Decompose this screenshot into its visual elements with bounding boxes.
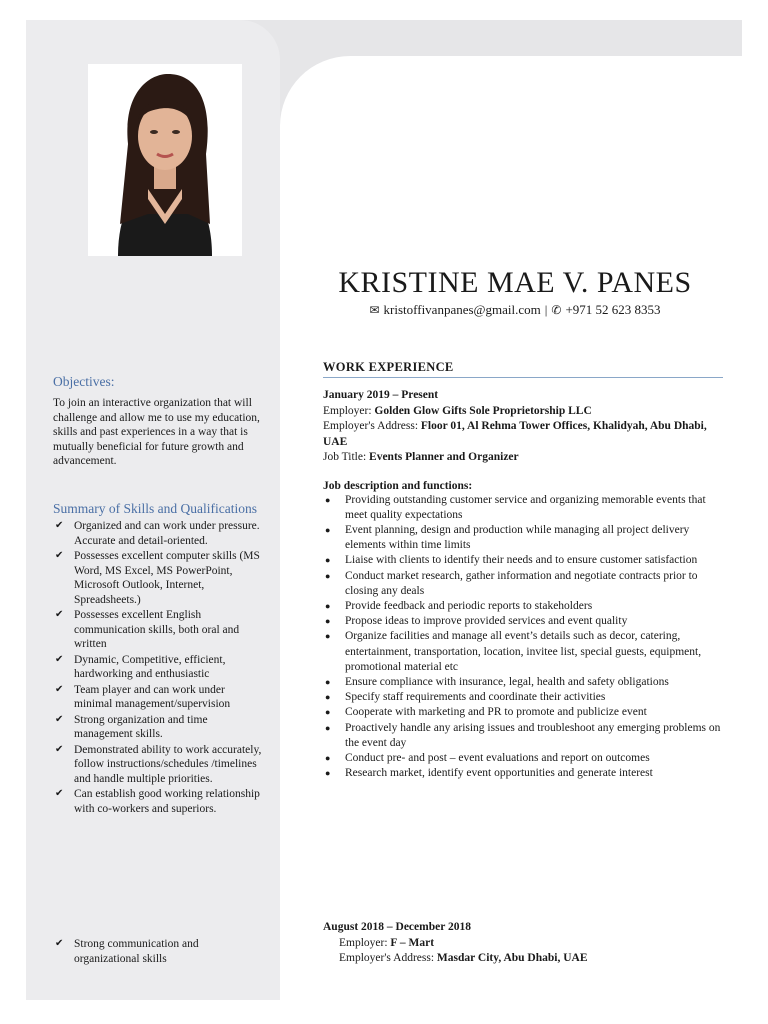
employer-value: Golden Glow Gifts Sole Proprietorship LLC xyxy=(374,404,592,417)
objectives-section xyxy=(53,374,265,469)
bullet-icon: ● xyxy=(325,768,331,779)
envelope-icon: ✉ xyxy=(369,302,380,317)
job2-employer xyxy=(323,936,723,952)
email-text: kristoffivanpanes@gmail.com xyxy=(383,302,541,317)
skill-text: Can establish good working relationship with co-workers and superiors. xyxy=(74,788,260,815)
skill-text: Demonstrated ability to work accurately, follow instructions/schedules /timelines and handle multiple priorities. xyxy=(74,743,262,785)
address-label: Employer's Address: xyxy=(323,420,421,432)
checkmark-icon: ✔ xyxy=(55,938,64,949)
skill-text: Possesses excellent English communication skills, both oral and written xyxy=(74,609,240,650)
skill-item xyxy=(53,743,265,787)
duty-item xyxy=(323,751,723,766)
checkmark-icon: ✔ xyxy=(55,713,64,725)
duty-text: Specify staff requirements and coordinate their activities xyxy=(345,691,606,704)
duty-text: Ensure compliance with insurance, legal, health and safety obligations xyxy=(345,675,669,688)
duty-text: Conduct market research, gather information and negotiate contracts prior to closing any deals xyxy=(345,569,698,597)
work-experience-section xyxy=(323,360,723,781)
profile-photo xyxy=(88,64,242,256)
employer-value: F – Mart xyxy=(390,936,435,949)
bullet-icon: ● xyxy=(325,631,331,642)
bullet-icon: ● xyxy=(325,570,331,581)
address-label: Employer's Address: xyxy=(339,952,437,964)
objectives-text: To join an interactive organization that will challenge and allow me to use my education, skills and past experiences in a way that is mutually beneficial for future growth and advancement. xyxy=(53,397,260,467)
employer-label: Employer: xyxy=(339,936,391,949)
duty-item xyxy=(323,629,723,675)
work-experience-heading: WORK EXPERIENCE xyxy=(323,360,723,378)
checkmark-icon: ✔ xyxy=(55,653,64,665)
skill-text: Possesses excellent computer skills (MS Word, MS Excel, MS PowerPoint, Microsoft Outlook, Internet, Spreadsheets.) xyxy=(74,550,260,606)
checkmark-icon: ✔ xyxy=(55,609,64,620)
skills-extra-section xyxy=(53,937,265,967)
candidate-name: KRISTINE MAE V. PANES xyxy=(338,266,692,299)
duty-text: Liaise with clients to identify their needs and to ensure customer satisfaction xyxy=(345,554,698,567)
duty-text: Conduct pre- and post – event evaluations and report on outcomes xyxy=(345,751,650,764)
bullet-icon: ● xyxy=(325,676,331,687)
duty-text: Propose ideas to improve provided services and event quality xyxy=(345,615,628,628)
skill-text: Organized and can work under pressure. Accurate and detail-oriented. xyxy=(74,520,260,547)
job2-address xyxy=(323,951,723,967)
job-title-label: Job Title: xyxy=(323,451,370,463)
skill-item xyxy=(53,519,265,548)
skill-item xyxy=(53,549,265,607)
checkmark-icon: ✔ xyxy=(55,788,64,799)
contact-separator: | xyxy=(544,302,548,317)
skills-heading: Summary of Skills and Qualifications xyxy=(53,501,257,516)
bullet-icon: ● xyxy=(325,616,331,627)
bullet-icon: ● xyxy=(325,692,331,703)
job1-title xyxy=(323,450,723,466)
duty-item xyxy=(323,523,723,553)
skill-item xyxy=(53,937,265,966)
duty-text: Research market, identify event opportunities and generate interest xyxy=(345,767,653,780)
duty-item xyxy=(323,569,723,599)
skills-list xyxy=(53,519,265,816)
skill-text: Team player and can work under minimal management/supervision xyxy=(74,683,231,710)
job1-employer xyxy=(323,404,723,420)
duty-item xyxy=(323,614,723,629)
duty-item xyxy=(323,721,723,751)
duty-text: Organize facilities and manage all event’s details such as decor, catering, entertainment, transportation, location, invitee list, special guests, equipment, promotional material etc xyxy=(345,630,702,673)
bullet-icon: ● xyxy=(325,707,331,718)
profile-photo-illustration xyxy=(88,64,242,256)
checkmark-icon: ✔ xyxy=(55,683,64,695)
job1-duties-list xyxy=(323,493,723,782)
job1-period: January 2019 – Present xyxy=(323,389,439,401)
job-title-value: Events Planner and Organizer xyxy=(369,451,519,463)
skill-text: Dynamic, Competitive, efficient, hardworking and enthusiastic xyxy=(74,653,226,680)
duty-item xyxy=(323,675,723,690)
contact-line xyxy=(290,302,740,318)
bullet-icon: ● xyxy=(325,494,331,505)
phone-text: +971 52 623 8353 xyxy=(565,302,661,317)
phone-icon: ✆ xyxy=(551,302,562,317)
duty-item xyxy=(323,599,723,614)
duty-text: Provide feedback and periodic reports to stakeholders xyxy=(345,599,593,612)
skill-item xyxy=(53,713,265,742)
duty-text: Event planning, design and production while managing all project delivery elements within time limits xyxy=(345,523,690,552)
duty-text: Cooperate with marketing and PR to promote and publicize event xyxy=(345,706,647,719)
duty-text: Providing outstanding customer service and organizing memorable events that meet quality expectations xyxy=(345,493,706,521)
job2-period: August 2018 – December 2018 xyxy=(323,921,471,933)
checkmark-icon: ✔ xyxy=(55,520,64,531)
objectives-heading: Objectives: xyxy=(53,374,115,389)
duty-text: Proactively handle any arising issues and troubleshoot any emerging problems on the event day xyxy=(345,721,721,749)
job2-section xyxy=(323,920,723,967)
checkmark-icon: ✔ xyxy=(55,743,64,755)
bullet-icon: ● xyxy=(325,722,331,733)
skill-text: Strong organization and time management skills. xyxy=(74,713,208,740)
address-value: Masdar City, Abu Dhabi, UAE xyxy=(436,952,588,964)
skills-extra-list xyxy=(53,937,265,966)
duty-item xyxy=(323,493,723,523)
skill-text: Strong communication and organizational skills xyxy=(74,938,199,965)
duty-item xyxy=(323,766,723,781)
skill-item xyxy=(53,683,265,712)
duty-item xyxy=(323,553,723,568)
employer-label: Employer: xyxy=(323,404,375,417)
skill-item xyxy=(53,787,265,816)
skill-item xyxy=(53,608,265,652)
job1-description-heading: Job description and functions: xyxy=(323,479,473,492)
address-value: Floor 01, Al Rehma Tower Offices, Khalidyah, Abu Dhabi, UAE xyxy=(323,420,707,448)
bullet-icon: ● xyxy=(325,555,331,566)
duty-item xyxy=(323,705,723,720)
bullet-icon: ● xyxy=(325,524,331,535)
skills-section xyxy=(53,501,265,817)
checkmark-icon: ✔ xyxy=(55,550,64,561)
bullet-icon: ● xyxy=(325,752,331,763)
bullet-icon: ● xyxy=(325,600,331,611)
job1-address xyxy=(323,419,723,450)
skill-item xyxy=(53,653,265,682)
duty-item xyxy=(323,690,723,705)
